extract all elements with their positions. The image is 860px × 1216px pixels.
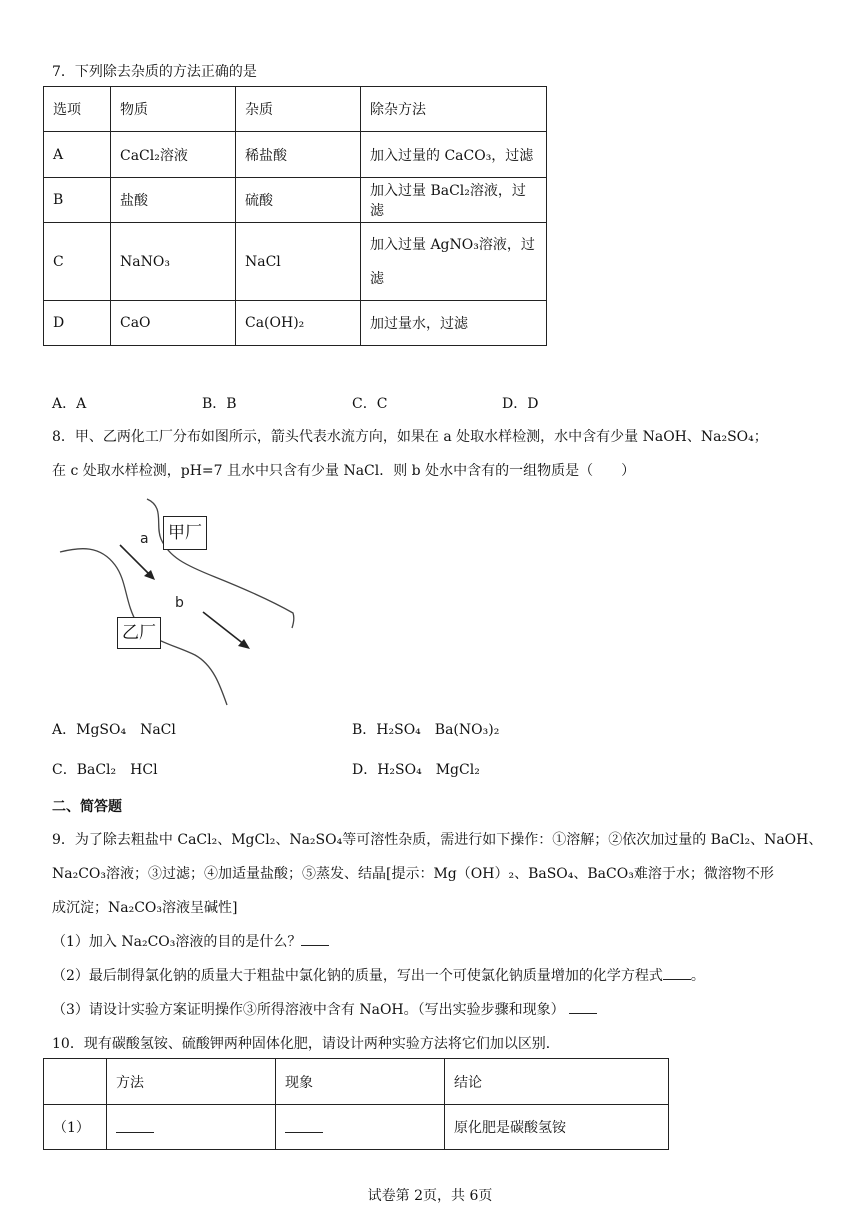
flow-arrow-a bbox=[120, 545, 151, 576]
flow-arrow-b bbox=[203, 612, 245, 645]
answer-blank[interactable] bbox=[663, 965, 691, 980]
q9-sub1 bbox=[52, 931, 329, 951]
table-header-row bbox=[44, 1059, 669, 1105]
table-header-cell bbox=[44, 1059, 107, 1105]
table-cell: A bbox=[44, 132, 111, 178]
table-cell bbox=[107, 1105, 276, 1150]
q9-line1: 9．为了除去粗盐中 CaCl₂、MgCl₂、Na₂SO₄等可溶性杂质，需进行如下操作：①溶解；②依次加过量的 BaCl₂、NaOH、 bbox=[52, 832, 823, 848]
q8-stem-line1: 8．甲、乙两化工厂分布如图所示，箭头代表水流方向，如果在 a 处取水样检测，水中含有少量 NaOH、Na₂SO₄； bbox=[52, 429, 768, 445]
choice-b[interactable]: B．B bbox=[202, 396, 237, 412]
table-cell: CaO bbox=[111, 301, 236, 346]
table-header-cell: 现象 bbox=[276, 1059, 445, 1105]
table-cell: 盐酸 bbox=[111, 178, 236, 223]
table-cell: NaCl bbox=[236, 223, 361, 301]
choice-a[interactable]: A．A bbox=[52, 396, 87, 412]
choice-c[interactable]: C．BaCl₂ HCl bbox=[52, 762, 158, 778]
method-line: 加入过量 AgNO₃溶液，过 bbox=[370, 236, 535, 253]
table-header-cell: 物质 bbox=[111, 87, 236, 132]
q9-sub3 bbox=[52, 999, 597, 1019]
answer-blank[interactable] bbox=[569, 999, 597, 1014]
factory-yi-box: 乙厂 bbox=[117, 617, 161, 649]
table-header-cell: 除杂方法 bbox=[361, 87, 547, 132]
q7-table bbox=[43, 86, 547, 346]
table-cell: 硫酸 bbox=[236, 178, 361, 223]
q9-line2: Na₂CO₃溶液；③过滤；④加适量盐酸；⑤蒸发、结晶[提示：Mg（OH）₂、BaSO₄、BaCO₃难溶于水；微溶物不形 bbox=[52, 866, 774, 882]
table-header-cell: 结论 bbox=[445, 1059, 669, 1105]
q9-sub2-end: 。 bbox=[690, 968, 705, 984]
table-header-cell: 杂质 bbox=[236, 87, 361, 132]
q9-line3: 成沉淀；Na₂CO₃溶液呈碱性] bbox=[52, 900, 238, 916]
table-cell: NaNO₃ bbox=[111, 223, 236, 301]
factory-jia-box: 甲厂 bbox=[163, 516, 207, 550]
table-row bbox=[44, 1105, 669, 1150]
table-row bbox=[44, 223, 547, 301]
choice-d[interactable]: D．H₂SO₄ MgCl₂ bbox=[352, 762, 480, 778]
label-b: b bbox=[175, 595, 184, 611]
table-row bbox=[44, 132, 547, 178]
q8-stem-line2: 在 c 处取水样检测，pH=7 且水中只含有少量 NaCl．则 b 处水中含有的一组物质是（ ） bbox=[52, 463, 636, 479]
table-cell: Ca(OH)₂ bbox=[236, 301, 361, 346]
q10-stem: 10．现有碳酸氢铵、硫酸钾两种固体化肥，请设计两种实验方法将它们加以区别． bbox=[52, 1036, 560, 1052]
answer-blank[interactable] bbox=[301, 931, 329, 946]
table-cell: D bbox=[44, 301, 111, 346]
q10-table bbox=[43, 1058, 669, 1150]
answer-blank[interactable] bbox=[116, 1118, 154, 1133]
table-header-cell: 选项 bbox=[44, 87, 111, 132]
table-row bbox=[44, 178, 547, 223]
page-footer: 试卷第 2页，共 6页 bbox=[367, 1188, 493, 1204]
choice-d[interactable]: D．D bbox=[502, 396, 539, 412]
q9-sub2-text: （2）最后制得氯化钠的质量大于粗盐中氯化钠的质量，写出一个可使氯化钠质量增加的化学方程式 bbox=[52, 968, 663, 984]
q7-stem: 7．下列除去杂质的方法正确的是 bbox=[52, 64, 257, 80]
table-cell: C bbox=[44, 223, 111, 301]
choice-c[interactable]: C．C bbox=[352, 396, 388, 412]
table-cell: 原化肥是碳酸氢铵 bbox=[445, 1105, 669, 1150]
table-cell bbox=[276, 1105, 445, 1150]
table-cell: CaCl₂溶液 bbox=[111, 132, 236, 178]
section-title: 二、简答题 bbox=[52, 799, 122, 815]
choice-b[interactable]: B．H₂SO₄ Ba(NO₃)₂ bbox=[352, 722, 500, 738]
table-cell: B bbox=[44, 178, 111, 223]
q9-sub1-text: （1）加入 Na₂CO₃溶液的目的是什么？ bbox=[52, 934, 302, 950]
table-cell: 加过量水，过滤 bbox=[361, 301, 547, 346]
method-line: 滤 bbox=[370, 270, 384, 287]
table-cell bbox=[361, 223, 547, 301]
table-cell: 稀盐酸 bbox=[236, 132, 361, 178]
table-row bbox=[44, 301, 547, 346]
table-cell: 加入过量 BaCl₂溶液，过滤 bbox=[361, 178, 547, 223]
q9-sub3-text: （3）请设计实验方案证明操作③所得溶液中含有 NaOH。（写出实验步骤和现象） bbox=[52, 1002, 565, 1018]
table-cell: （1） bbox=[44, 1105, 107, 1150]
choice-a[interactable]: A．MgSO₄ NaCl bbox=[52, 722, 176, 738]
table-header-row bbox=[44, 87, 547, 132]
label-a: a bbox=[140, 531, 149, 547]
table-cell: 加入过量的 CaCO₃，过滤 bbox=[361, 132, 547, 178]
q9-sub2 bbox=[52, 965, 705, 985]
answer-blank[interactable] bbox=[285, 1118, 323, 1133]
table-header-cell: 方法 bbox=[107, 1059, 276, 1105]
